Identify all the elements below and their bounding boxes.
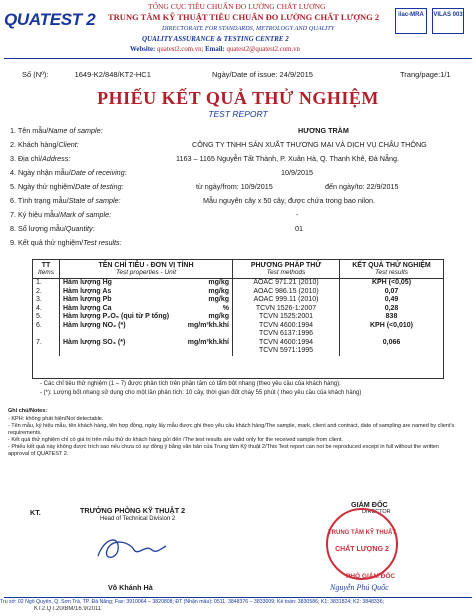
org-line-2: TRUNG TÂM KỸ THUẬT TIÊU CHUẨN ĐO LƯỜNG CHẤT LƯỢNG 2 bbox=[108, 12, 380, 22]
cell-method: AOAC 971.21 (2010) bbox=[233, 279, 340, 288]
issue-date-value: 24/9/2015 bbox=[279, 70, 313, 79]
field-address: 3. Địa chỉ/Address: bbox=[10, 154, 71, 163]
cell-target-name: Hàm lượng NO₂ (*) bbox=[63, 321, 126, 329]
cell-target bbox=[60, 339, 233, 348]
org-line-4: QUALITY ASSURANCE & TESTING CENTRE 2 bbox=[142, 35, 289, 43]
cell-result bbox=[340, 330, 444, 339]
cell-tt: 6. bbox=[33, 322, 60, 331]
field-receiving-date: 4. Ngày nhận mẫu/Date of receiving: bbox=[10, 168, 127, 177]
report-number bbox=[22, 70, 151, 79]
cell-result: KPH (<0,010) bbox=[340, 322, 444, 331]
cell-target bbox=[60, 347, 233, 356]
cell-tt bbox=[33, 347, 60, 356]
cell-target-unit: mg/m³kh.khí bbox=[187, 321, 229, 329]
table-row bbox=[33, 313, 444, 322]
col-method: PHƯƠNG PHÁP THỬ Test methods bbox=[233, 260, 340, 279]
table-row bbox=[33, 330, 444, 339]
field-test-results: 9. Kết quả thử nghiệm/Test results: bbox=[10, 238, 122, 247]
cell-tt: 7. bbox=[33, 339, 60, 348]
cell-result: 0,066 bbox=[340, 339, 444, 348]
org-line-1: TỔNG CỤC TIÊU CHUẨN ĐO LƯỜNG CHẤT LƯỢNG bbox=[148, 2, 326, 11]
vilas-badge: VILAS 003 bbox=[432, 8, 464, 34]
cell-target-name: Hàm lượng Ca bbox=[63, 304, 112, 312]
col-tt: TT Items bbox=[33, 260, 60, 279]
cell-target-unit: mg/kg bbox=[208, 313, 229, 320]
cell-method: TCVN 6137:1996 bbox=[233, 330, 340, 339]
notes-line-1: - KPH: không phát hiện/Not detectable. bbox=[8, 416, 104, 422]
footer-form-code: KT2.QT.20/BM/16.9/2011 bbox=[34, 606, 102, 612]
website-link[interactable]: quatest2.com.vn; bbox=[157, 46, 204, 53]
cell-tt: 4. bbox=[33, 305, 60, 314]
org-line-3: DIRECTORATE FOR STANDARDS, METROLOGY AND QUALITY bbox=[162, 25, 335, 32]
notes-line-4: - Phiếu kết quả này không được trích sao nếu chưa có sự đồng ý bằng văn bản của Trung tâm Kỹ thuật 2/This Test report can not be reproduced except in full without the written approval of QUATEST 2. bbox=[8, 444, 439, 457]
col-result: KẾT QUẢ THỬ NGHIỆM Test results bbox=[340, 260, 444, 279]
cell-method: TCVN 4600:1994 bbox=[233, 339, 340, 348]
results-body bbox=[33, 279, 444, 356]
cell-target-name: Hàm lượng SO₃ (*) bbox=[63, 338, 126, 346]
deputy-name: Nguyễn Phú Quốc bbox=[330, 583, 389, 592]
cell-result: 0,49 bbox=[340, 296, 444, 305]
report-number-value: 1649-K2/848/KT2-HC1 bbox=[74, 70, 151, 79]
col-target: TÊN CHỈ TIÊU - ĐƠN VỊ TÍNH Test properties - Unit bbox=[60, 260, 233, 279]
cell-result: KPH (<0,05) bbox=[340, 279, 444, 288]
official-stamp bbox=[326, 508, 398, 580]
field-quantity-value: 01 bbox=[295, 224, 303, 233]
web-label: Website: bbox=[130, 46, 156, 53]
stamp-text-1: TRUNG TÂM KỸ THUẬT bbox=[328, 530, 396, 536]
cell-target-unit: mg/kg bbox=[208, 279, 229, 286]
table-row bbox=[33, 305, 444, 314]
lab-head-title-en: Head of Technical Division 2 bbox=[100, 516, 176, 522]
page-number bbox=[400, 70, 451, 79]
field-quantity: 8. Số lượng mẫu/Quantity: bbox=[10, 224, 95, 233]
field-client-value: CÔNG TY TNHH SẢN XUẤT THƯƠNG MẠI VÀ DỊCH VỤ CHÂU THÔNG bbox=[192, 140, 427, 149]
cell-tt: 2. bbox=[33, 288, 60, 297]
cell-method: TCVN 1525:2001 bbox=[233, 313, 340, 322]
cell-target bbox=[60, 330, 233, 339]
director-title-en: DIRECTOR bbox=[362, 509, 391, 515]
field-testing-date-from: từ ngày/from: 10/9/2015 bbox=[196, 182, 273, 191]
cell-target-unit: % bbox=[222, 304, 229, 312]
notes-line-3: - Kết quả thử nghiệm chỉ có giá trị trên mẫu thử do khách hàng gửi đến /The test results are valid only for the received sample from client. bbox=[8, 437, 344, 443]
footer-divider bbox=[4, 597, 472, 598]
cell-target-name: Hàm lượng As bbox=[63, 287, 112, 295]
cell-target bbox=[60, 322, 233, 331]
cell-target bbox=[60, 305, 233, 314]
kt-label: KT. bbox=[30, 508, 41, 517]
field-sample-state-value: Mẫu nguyên cây x 50 cây, được chứa trong bao nilon. bbox=[203, 196, 376, 205]
email-link[interactable]: quatest2@quatest2.com.vn bbox=[226, 46, 300, 53]
page-label: Trang/page: bbox=[400, 70, 441, 79]
lab-head-name: Võ Khánh Hà bbox=[108, 583, 153, 592]
lab-head-signature bbox=[90, 530, 170, 566]
director-title: GIÁM ĐỐC bbox=[351, 500, 388, 509]
notes-title: Ghi chú/Notes: bbox=[8, 408, 48, 414]
field-mark: 7. Ký hiệu mẫu/Mark of sample: bbox=[10, 210, 112, 219]
cell-tt: 5. bbox=[33, 313, 60, 322]
email-label: Email: bbox=[205, 46, 225, 53]
cell-target-unit: mg/kg bbox=[208, 296, 229, 303]
results-table bbox=[32, 259, 444, 356]
report-number-label: Số (Nº): bbox=[22, 70, 49, 79]
cell-method: TCVN 5971:1995 bbox=[233, 347, 340, 356]
table-row bbox=[33, 279, 444, 288]
cell-target bbox=[60, 288, 233, 297]
report-subtitle: TEST REPORT bbox=[208, 109, 268, 119]
field-receiving-date-value: 10/9/2015 bbox=[281, 168, 313, 177]
cell-target-name: Hàm lượng Hg bbox=[63, 279, 112, 286]
notes-line-2: - Tên mẫu, ký hiệu mẫu, tên khách hàng, tên hợp đồng, ngày lấy mẫu được ghi theo yêu cầu khách hàng/The sample, mark, client and contract, date of sampling are named by client's requirements. bbox=[8, 423, 455, 436]
report-title: PHIẾU KẾT QUẢ THỬ NGHIỆM bbox=[97, 88, 379, 108]
issue-date-label: Ngày/Date of issue: bbox=[212, 70, 278, 79]
ilac-badge: ilac-MRA bbox=[395, 8, 427, 34]
table-row bbox=[33, 296, 444, 305]
quatest-logo: QUATEST 2 bbox=[4, 10, 96, 29]
cell-target-unit: mg/kg bbox=[208, 287, 229, 295]
table-row bbox=[33, 347, 444, 356]
cell-target bbox=[60, 296, 233, 305]
header-divider bbox=[4, 58, 472, 59]
cell-tt: 1. bbox=[33, 279, 60, 288]
org-contact bbox=[130, 46, 300, 53]
cell-tt bbox=[33, 330, 60, 339]
cell-target-name: Hàm lượng P₂O₅ (qui từ P tổng) bbox=[63, 313, 170, 320]
footer-address: Trụ sở: 02 Ngô Quyền, Q. Sơn Trà, TP. Đà Nẵng; Fax: 3910064 – 3820808; ĐT (Nhận mẫu): 0511. 3848376 – 3833009; Kế toán: 3830586; K1: 3831824; K2: 3848336; bbox=[0, 599, 385, 605]
cell-target bbox=[60, 279, 233, 288]
page-value: 1/1 bbox=[440, 70, 451, 79]
field-testing-date: 5. Ngày thử nghiệm/Date of testing: bbox=[10, 182, 124, 191]
cell-target-name: Hàm lượng Pb bbox=[63, 296, 112, 303]
cell-method: TCVN 1526-1:2007 bbox=[233, 305, 340, 314]
cell-result: 0,07 bbox=[340, 288, 444, 297]
cell-method: TCVN 4600:1994 bbox=[233, 322, 340, 331]
field-testing-date-to: đến ngày/to: 22/9/2015 bbox=[325, 182, 399, 191]
cell-target-unit: mg/m³kh.khí bbox=[187, 338, 229, 346]
table-note-1: - Các chỉ tiêu thử nghiệm (1 – 7) được phân tích trên phần tăm có tẩm bột nhang (theo yêu cầu của khách hàng); bbox=[40, 381, 341, 387]
field-client: 2. Khách hàng/Client: bbox=[10, 140, 79, 149]
table-row bbox=[33, 339, 444, 348]
cell-tt: 3. bbox=[33, 296, 60, 305]
table-note-2: - (*): Lượng bốt nhang sử dụng cho một lần phân tích: 10 cây, thời gian đốt cháy 55 phút ( theo yêu cầu của khách hàng) bbox=[40, 390, 362, 396]
field-sample-name-value: HƯƠNG TRÀM bbox=[298, 126, 349, 135]
field-sample-name: 1. Tên mẫu/Name of sample: bbox=[10, 126, 103, 135]
cell-method: AOAC 999.11 (2010) bbox=[233, 296, 340, 305]
field-mark-value: - bbox=[296, 210, 299, 219]
lab-head-title: TRƯỞNG PHÒNG KỸ THUẬT 2 bbox=[80, 506, 186, 515]
cell-target bbox=[60, 313, 233, 322]
cell-result: 838 bbox=[340, 313, 444, 322]
stamp-text-2: CHẤT LƯỢNG 2 bbox=[335, 546, 389, 553]
field-sample-state: 6. Tình trạng mẫu/State of sample: bbox=[10, 196, 121, 205]
cell-method: AOAC 986.15 (2010) bbox=[233, 288, 340, 297]
deputy-title: PHÓ GIÁM ĐỐC bbox=[346, 573, 396, 580]
cell-result: 0,28 bbox=[340, 305, 444, 314]
field-address-value: 1163 – 1165 Nguyễn Tất Thành, P. Xuân Hà, Q. Thanh Khê, Đà Nẵng. bbox=[176, 154, 399, 163]
table-row bbox=[33, 322, 444, 331]
table-row bbox=[33, 288, 444, 297]
cell-result bbox=[340, 347, 444, 356]
issue-date bbox=[212, 70, 313, 79]
